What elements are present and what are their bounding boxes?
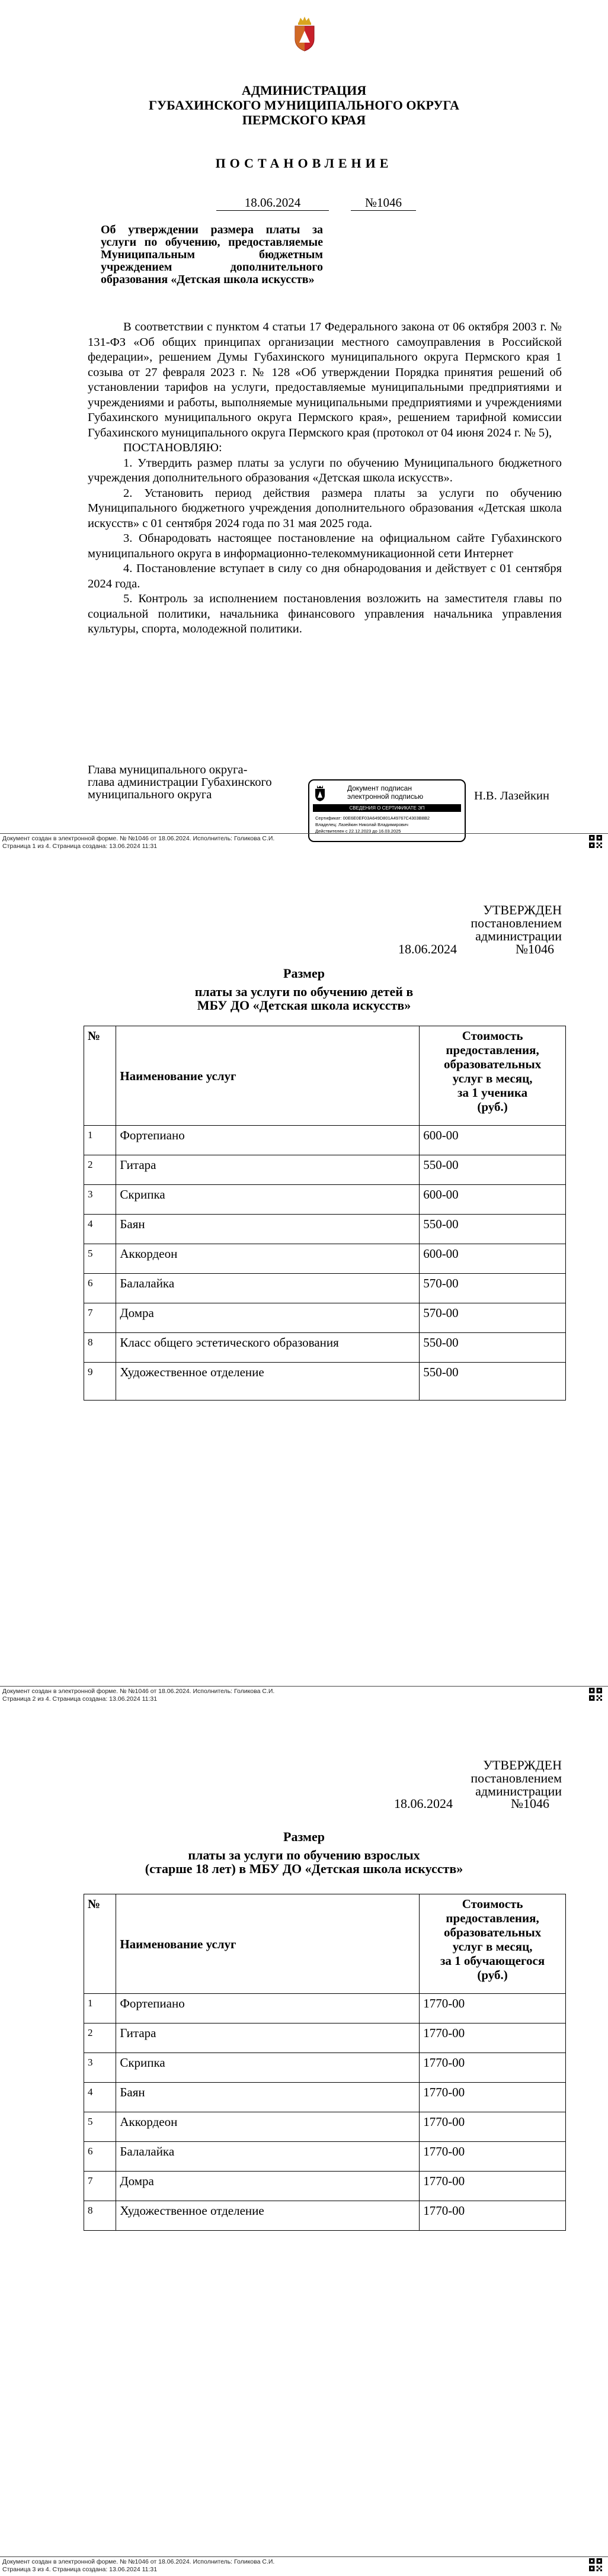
table-row <box>84 1244 566 1274</box>
row-price: 550-00 <box>420 1155 566 1185</box>
stamp-line-1: Документ подписан <box>347 784 412 792</box>
row-service: Скрипка <box>116 2053 420 2083</box>
row-number: 3 <box>84 2053 116 2083</box>
paragraph-item-3: 3. Обнародовать настоящее постановление на официальном сайте Губахинского муниципального округа в информационно-телекоммуникационной сети Интернет <box>88 532 562 560</box>
row-number: 2 <box>84 1155 116 1185</box>
col-header-price <box>420 1894 566 1994</box>
doc-date: 18.06.2024 <box>216 195 329 211</box>
qr-code-icon <box>589 835 602 848</box>
header-line-2: ГУБАХИНСКОГО МУНИЦИПАЛЬНОГО ОКРУГА <box>148 98 460 113</box>
row-price: 1770-00 <box>420 2023 566 2053</box>
fee-title <box>0 1830 608 1875</box>
header-line-1: АДМИНИСТРАЦИЯ <box>241 83 367 98</box>
stamp-valid: Действителен с 22.12.2023 до 16.03.2025 <box>315 828 401 834</box>
approved-line-2: постановлением <box>471 916 562 930</box>
row-number: 5 <box>84 1244 116 1274</box>
table-row <box>84 2142 566 2172</box>
header-line-3: ПЕРМСКОГО КРАЯ <box>242 113 366 127</box>
page-1 <box>0 0 608 853</box>
table-row <box>84 1994 566 2023</box>
col-header-number: № <box>84 1894 116 1994</box>
approved-line-3: администрации <box>475 929 562 943</box>
fee-title-line-1: Размер <box>283 1829 325 1844</box>
qr-code-icon <box>589 1688 602 1701</box>
row-number: 4 <box>84 1215 116 1244</box>
signature-name: Н.В. Лазейкин <box>474 789 549 802</box>
row-price: 1770-00 <box>420 2142 566 2172</box>
doc-subject: Об утверждении размера платы за услуги по обучению, предоставляемые Муниципальным бюджетным учреждением дополнительного образования «Детская школа искусств» <box>101 223 323 286</box>
approved-line-1: УТВЕРЖДЕН <box>483 902 562 917</box>
table-row <box>84 1363 566 1401</box>
row-price: 600-00 <box>420 1185 566 1215</box>
doc-type-title: ПОСТАНОВЛЕНИЕ <box>215 156 393 171</box>
page-2-footer <box>2 1688 274 1703</box>
table-row <box>84 2201 566 2231</box>
row-service: Фортепиано <box>116 1994 420 2023</box>
table-row <box>84 1185 566 1215</box>
row-price: 1770-00 <box>420 2053 566 2083</box>
stamp-emblem-icon <box>314 785 326 802</box>
fee-title-line-3: МБУ ДО «Детская школа искусств» <box>197 998 411 1013</box>
row-number: 3 <box>84 1185 116 1215</box>
paragraph-resolve: ПОСТАНОВЛЯЮ: <box>123 441 222 454</box>
children-fee-table <box>84 1026 566 1401</box>
table-header-row <box>84 1026 566 1126</box>
adult-fee-table <box>84 1894 566 2231</box>
page-1-footer <box>2 835 274 850</box>
stamp-owner: Владелец: Лазейкин Николай Владимирович <box>315 822 408 827</box>
signature-position <box>88 764 272 801</box>
page-2 <box>0 853 608 1705</box>
row-service: Баян <box>116 1215 420 1244</box>
row-service: Баян <box>116 2083 420 2112</box>
table-row <box>84 1215 566 1244</box>
approval-block <box>471 904 562 943</box>
row-number: 1 <box>84 1126 116 1155</box>
price-header-line-3: образовательных <box>443 1057 542 1071</box>
price-header-line-6: (руб.) <box>477 1100 508 1114</box>
stamp-band: СВЕДЕНИЯ О СЕРТИФИКАТЕ ЭП <box>313 804 461 812</box>
fee-title-line-3: (старше 18 лет) в МБУ ДО «Детская школа искусств» <box>145 1861 463 1876</box>
col-header-price <box>420 1026 566 1126</box>
row-service: Домра <box>116 2172 420 2201</box>
price-header-line-5: за 1 ученика <box>457 1085 528 1100</box>
row-number: 7 <box>84 2172 116 2201</box>
row-number: 6 <box>84 1274 116 1303</box>
col-header-number: № <box>84 1026 116 1126</box>
row-price: 1770-00 <box>420 2112 566 2142</box>
approval-date: 18.06.2024 <box>398 942 457 956</box>
price-header-line-1: Стоимость <box>462 1029 523 1043</box>
signature-position-line-1: Глава муниципального округа- <box>88 763 248 776</box>
price-header-line-4: услуг в месяц, <box>452 1939 533 1954</box>
approved-line-3: администрации <box>475 1784 562 1798</box>
signature-position-line-2: глава администрации Губахинского <box>88 776 272 789</box>
row-price: 550-00 <box>420 1333 566 1363</box>
price-header-line-5: за 1 обучающегося <box>440 1954 545 1968</box>
row-price: 1770-00 <box>420 2201 566 2231</box>
footer-line-2: Страница 1 из 4. Страница создана: 13.06.2024 11:31 <box>2 843 158 850</box>
page-3-footer <box>2 2558 274 2574</box>
table-row <box>84 1126 566 1155</box>
approval-number: №1046 <box>516 942 554 956</box>
price-header-line-2: предоставления, <box>446 1043 539 1057</box>
row-service: Фортепиано <box>116 1126 420 1155</box>
row-service: Класс общего эстетического образования <box>116 1333 420 1363</box>
row-service: Гитара <box>116 2023 420 2053</box>
row-number: 6 <box>84 2142 116 2172</box>
paragraph-item-4: 4. Постановление вступает в силу со дня обнародования и действует с 01 сентября 2024 года. <box>88 562 562 590</box>
table-row <box>84 1303 566 1333</box>
row-number: 8 <box>84 2201 116 2231</box>
paragraph-item-1: 1. Утвердить размер платы за услуги по обучению Муниципального бюджетного учреждения дополнительного образования «Детская школа искусств». <box>88 456 562 484</box>
table-row <box>84 2083 566 2112</box>
price-header-line-4: услуг в месяц, <box>452 1071 533 1085</box>
stamp-line-2: электронной подписью <box>347 792 424 801</box>
row-price: 550-00 <box>420 1363 566 1401</box>
row-number: 5 <box>84 2112 116 2142</box>
paragraph-item-5: 5. Контроль за исполнением постановления возложить на заместителя главы по социальной политики, начальника финансового управления начальника управления культуры, спорта, молодежной политики. <box>88 592 562 635</box>
row-price: 600-00 <box>420 1126 566 1155</box>
row-service: Балалайка <box>116 2142 420 2172</box>
table-row <box>84 1333 566 1363</box>
row-service: Домра <box>116 1303 420 1333</box>
approved-line-1: УТВЕРЖДЕН <box>483 1758 562 1772</box>
paragraph-item-2: 2. Установить период действия размера платы за услуги по обучению Муниципального бюджетного учреждения дополнительного образования «Детская школа искусств» с 01 сентября 2024 года по 31 мая 2025 года. <box>88 486 562 530</box>
table-header-row <box>84 1894 566 1994</box>
coat-of-arms-icon <box>293 17 316 52</box>
footer-line-1: Документ создан в электронной форме. № №1046 от 18.06.2024. Исполнитель: Голикова С.И. <box>2 1688 275 1695</box>
row-service: Балалайка <box>116 1274 420 1303</box>
row-service: Художественное отделение <box>116 1363 420 1401</box>
table-row <box>84 2172 566 2201</box>
table-row <box>84 1274 566 1303</box>
row-number: 4 <box>84 2083 116 2112</box>
table-row <box>84 2053 566 2083</box>
table-row <box>84 2023 566 2053</box>
page-3 <box>0 1705 608 2576</box>
row-price: 600-00 <box>420 1244 566 1274</box>
fee-title-line-1: Размер <box>283 966 325 981</box>
row-service: Аккордеон <box>116 2112 420 2142</box>
approved-line-2: постановлением <box>471 1771 562 1785</box>
row-service: Гитара <box>116 1155 420 1185</box>
price-header-line-2: предоставления, <box>446 1911 539 1925</box>
row-price: 550-00 <box>420 1215 566 1244</box>
approval-block <box>471 1759 562 1798</box>
approval-date: 18.06.2024 <box>394 1796 453 1811</box>
row-number: 1 <box>84 1994 116 2023</box>
qr-code-icon <box>589 2558 602 2571</box>
row-price: 1770-00 <box>420 1994 566 2023</box>
doc-number: №1046 <box>351 195 416 211</box>
col-header-name: Наименование услуг <box>116 1894 420 1994</box>
row-service: Художественное отделение <box>116 2201 420 2231</box>
row-number: 9 <box>84 1363 116 1401</box>
table-row <box>84 1155 566 1185</box>
row-price: 570-00 <box>420 1274 566 1303</box>
stamp-cert: Сертификат: 00E6E0EF03A649D801A49767C4303B8B2 <box>315 815 430 821</box>
approval-number: №1046 <box>511 1796 549 1811</box>
fee-title <box>0 966 608 1012</box>
row-price: 570-00 <box>420 1303 566 1333</box>
row-service: Аккордеон <box>116 1244 420 1274</box>
row-service: Скрипка <box>116 1185 420 1215</box>
row-price: 1770-00 <box>420 2083 566 2112</box>
footer-line-2: Страница 2 из 4. Страница создана: 13.06.2024 11:31 <box>2 1695 158 1703</box>
fee-title-line-2: платы за услуги по обучению детей в <box>194 984 414 999</box>
price-header-line-6: (руб.) <box>477 1968 508 1982</box>
row-number: 8 <box>84 1333 116 1363</box>
price-header-line-1: Стоимость <box>462 1897 523 1911</box>
footer-line-1: Документ создан в электронной форме. № №1046 от 18.06.2024. Исполнитель: Голикова С.И. <box>2 2558 275 2565</box>
row-price: 1770-00 <box>420 2172 566 2201</box>
footer-line-2: Страница 3 из 4. Страница создана: 13.06.2024 11:31 <box>2 2566 158 2573</box>
table-row <box>84 2112 566 2142</box>
footer-line-1: Документ создан в электронной форме. № №1046 от 18.06.2024. Исполнитель: Голикова С.И. <box>2 835 275 842</box>
paragraph-preamble: В соответствии с пунктом 4 статьи 17 Федерального закона от 06 октября 2003 г. № 131-ФЗ «Об общих принципах организации местного самоуправления в Российской федерации», решением Думы Губахинского муниципального округа Пермского края 1 созыва от 27 февраля 2023 г. № 128 «Об утверждении Порядка принятия решений об установлении тарифов на услуги, предоставляемые муниципальными предприятиями и учреждениями и работы, выполняемые муниципальными предприятиями и учреждениями Губахинского муниципального округа Пермского края», решением тарифной комиссии Губахинского муниципального округа Пермского края (протокол от 04 июня 2024 г. № 5), <box>88 320 562 439</box>
signature-position-line-3: муниципального округа <box>88 788 212 801</box>
row-number: 2 <box>84 2023 116 2053</box>
row-number: 7 <box>84 1303 116 1333</box>
fee-title-line-2: платы за услуги по обучению взрослых <box>188 1848 420 1862</box>
col-header-name: Наименование услуг <box>116 1026 420 1126</box>
price-header-line-3: образовательных <box>443 1925 542 1939</box>
